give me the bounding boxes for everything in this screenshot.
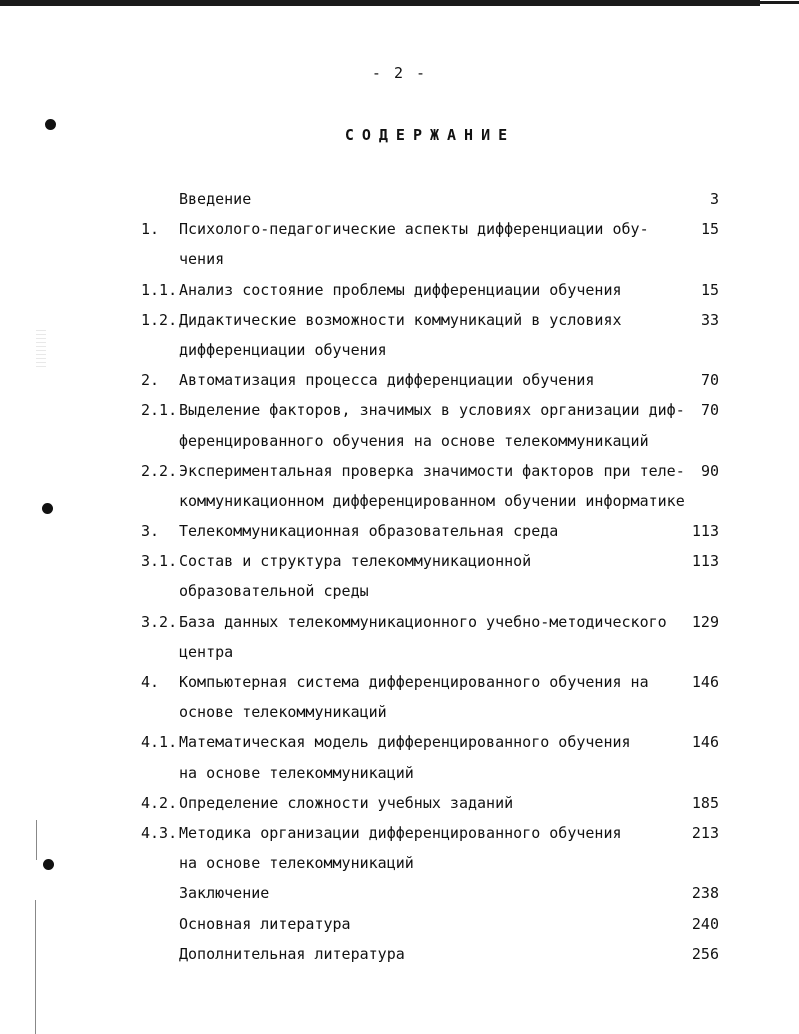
toc-page-number: 113: [691, 552, 719, 571]
toc-page-number: 3: [709, 190, 719, 208]
toc-page-number: 238: [691, 884, 719, 903]
toc-section-title: Анализ состояние проблемы дифференциации обучения: [179, 280, 622, 299]
toc-section-title: Выделение факторов, значимых в условиях организации диф-: [179, 401, 685, 420]
toc-section-title: основе телекоммуникаций: [179, 703, 387, 722]
toc-section-title: Компьютерная система дифференцированного обучения на: [179, 673, 649, 691]
toc-line: [0, 365, 799, 395]
toc-section-number: 1.: [141, 220, 160, 239]
toc-page-number: 240: [691, 914, 719, 933]
toc-section-title: образовательной среды: [179, 582, 369, 601]
toc-page-number: 146: [691, 733, 719, 752]
toc-page-number: 15: [700, 280, 719, 299]
toc-line: [0, 275, 799, 305]
top-border-rule-tail: [760, 1, 799, 4]
toc-line: [0, 607, 799, 637]
toc-page-number: 15: [700, 220, 719, 239]
toc-page-number: 129: [691, 612, 719, 631]
toc-section-number: 4.3.: [141, 823, 178, 842]
page-number: - 2 -: [371, 64, 428, 82]
toc-section-number: 2.: [141, 371, 160, 390]
toc-section-number: 1.2.: [141, 310, 178, 329]
toc-section-title: Заключение: [179, 884, 270, 903]
toc-page-number: 33: [700, 310, 719, 329]
toc-section-number: 2.1.: [141, 401, 178, 420]
toc-section-number: 2.2.: [141, 461, 178, 480]
toc-section-title: Основная литература: [179, 914, 351, 933]
toc-line: [0, 214, 799, 244]
top-border-rule: [0, 0, 760, 6]
toc-line: [0, 667, 799, 697]
toc-line: [0, 395, 799, 425]
toc-section-title: База данных телекоммуникационного учебно-методического: [179, 612, 667, 631]
toc-section-title: Автоматизация процесса дифференциации обучения: [179, 371, 595, 390]
toc-section-title: ференцированного обучения на основе телекоммуникаций: [179, 431, 649, 450]
toc-section-number: 4.1.: [141, 733, 178, 752]
toc-page-number: 146: [691, 673, 719, 691]
toc-page-number: 113: [691, 522, 719, 541]
toc-section-number: 1.1.: [141, 280, 178, 299]
toc-line: [0, 637, 799, 667]
contents-heading: СОДЕРЖАНИЕ: [344, 126, 516, 144]
toc-line: [0, 486, 799, 516]
toc-section-title: Математическая модель дифференцированного обучения: [179, 733, 631, 752]
toc-page-number: 185: [691, 793, 719, 812]
toc-section-title: на основе телекоммуникаций: [179, 763, 414, 782]
toc-section-number: 4.: [141, 673, 160, 691]
toc-page-number: 70: [700, 401, 719, 420]
toc-line: [0, 727, 799, 757]
toc-line: [0, 516, 799, 546]
toc-section-title: на основе телекоммуникаций: [179, 854, 414, 873]
toc-section-title: дифференциации обучения: [179, 340, 387, 359]
toc-page-number: 90: [700, 461, 719, 480]
toc-line: [0, 305, 799, 335]
toc-section-title: Телекоммуникационная образовательная среда: [179, 522, 559, 541]
toc-line: [0, 456, 799, 486]
toc-line: [0, 335, 799, 365]
toc-section-number: 3.: [141, 522, 160, 541]
toc-page-number: 70: [700, 371, 719, 390]
toc-page-number: 256: [691, 944, 719, 963]
toc-section-title: Определение сложности учебных заданий: [179, 793, 514, 812]
toc-line: [0, 546, 799, 576]
toc-line: [0, 184, 799, 214]
toc-line: [0, 848, 799, 878]
toc-page-number: 213: [691, 823, 719, 842]
table-of-contents: [0, 184, 799, 969]
toc-section-number: 3.2.: [141, 612, 178, 631]
toc-section-title: Психолого-педагогические аспекты дифференциации обу-: [179, 220, 649, 239]
toc-line: [0, 878, 799, 908]
toc-section-title: Состав и структура телекоммуникационной: [179, 552, 532, 571]
toc-line: [0, 939, 799, 969]
toc-section-title: Экспериментальная проверка значимости факторов при теле-: [179, 461, 685, 480]
toc-line: [0, 697, 799, 727]
toc-section-title: Дополнительная литература: [179, 944, 405, 963]
toc-line: [0, 576, 799, 606]
toc-section-title: Введение: [179, 190, 252, 208]
toc-section-number: 3.1.: [141, 552, 178, 571]
toc-section-title: чения: [179, 250, 225, 269]
toc-section-title: коммуникационном дифференцированном обучении информатике: [179, 491, 685, 510]
toc-line: [0, 909, 799, 939]
toc-line: [0, 426, 799, 456]
toc-line: [0, 758, 799, 788]
toc-line: [0, 818, 799, 848]
toc-section-number: 4.2.: [141, 793, 178, 812]
toc-section-title: Дидактические возможности коммуникаций в условиях: [179, 310, 622, 329]
toc-section-title: Методика организации дифференцированного обучения: [179, 823, 622, 842]
toc-line: [0, 244, 799, 274]
toc-section-title: центра: [179, 642, 234, 661]
toc-line: [0, 788, 799, 818]
